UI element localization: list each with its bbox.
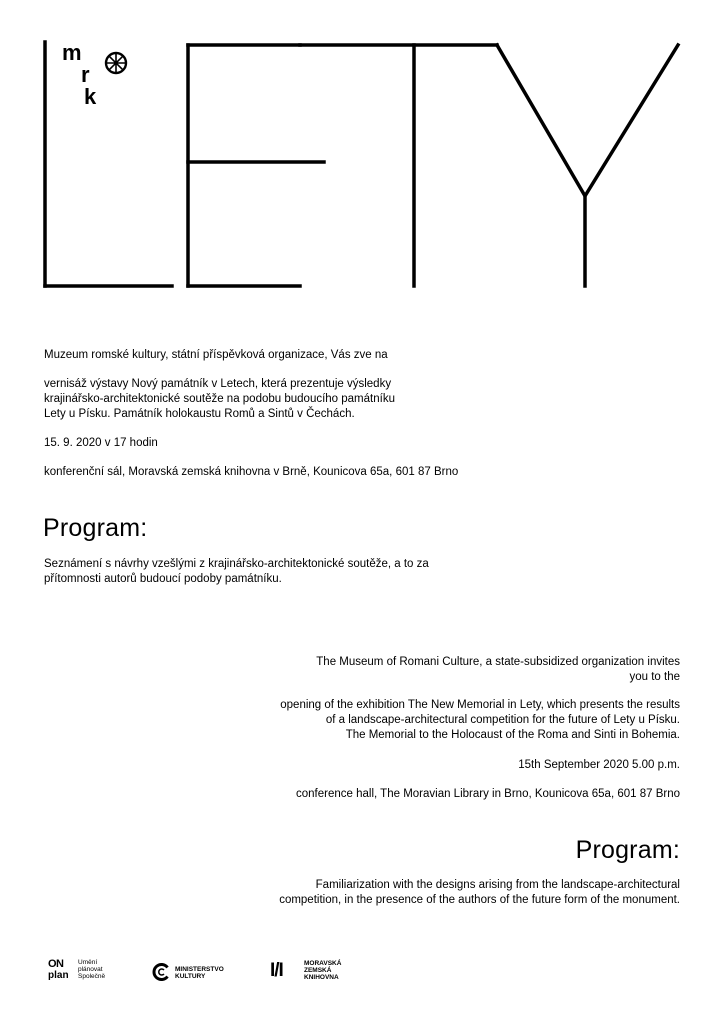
logo-letter-r: r <box>81 62 90 87</box>
cz-description <box>44 377 395 422</box>
ministry-text-line: MINISTERSTVO <box>175 966 224 973</box>
en-place: conference hall, The Moravian Library in Brno, Kounicova 65a, 601 87 Brno <box>296 788 680 800</box>
en-intro-line: you to the <box>629 671 680 683</box>
en-description <box>280 698 680 743</box>
cz-program-heading: Program: <box>43 514 148 542</box>
library-text-line: MORAVSKÁ <box>304 960 342 967</box>
ministry-text <box>175 966 224 980</box>
onplan-text-line: plánovat <box>78 966 103 973</box>
onplan-mark <box>48 959 76 981</box>
onplan-mark-bottom: plan <box>48 970 69 981</box>
library-text-line: ZEMSKÁ <box>304 967 332 974</box>
en-program-text <box>279 878 680 908</box>
logo-letter-k: k <box>84 84 97 109</box>
en-program-heading: Program: <box>575 836 680 864</box>
en-intro-line: The Museum of Romani Culture, a state-subsidized organization invites <box>316 656 680 668</box>
title-letter-e <box>188 45 324 286</box>
cz-date: 15. 9. 2020 v 17 hodin <box>44 437 158 449</box>
lety-title <box>0 0 724 300</box>
library-text-line: KNIHOVNA <box>304 974 339 981</box>
library-text <box>304 960 341 981</box>
en-description-line: opening of the exhibition The New Memorial in Lety, which presents the results <box>280 699 680 711</box>
cz-description-line: Lety u Písku. Památník holokaustu Romů a Sintů v Čechách. <box>44 408 355 420</box>
en-description-line: of a landscape-architectural competition for the future of Lety u Písku. <box>325 714 680 726</box>
cz-program-text <box>44 557 429 587</box>
logo-letter-m: m <box>62 40 82 65</box>
cz-description-line: vernisáž výstavy Nový památník v Letech, která prezentuje výsledky <box>44 378 392 390</box>
onplan-text-line: Společně <box>78 973 106 980</box>
cz-description-line: krajinářsko-architektonické soutěže na podobu budoucího památníku <box>44 393 395 405</box>
cz-program-line: Seznámení s návrhy vzešlými z krajinářsko-architektonické soutěže, a to za <box>44 558 429 570</box>
en-date: 15th September 2020 5.00 p.m. <box>518 759 680 771</box>
title-letter-l <box>45 42 172 286</box>
ministry-text-line: KULTURY <box>175 973 206 980</box>
library-mark: I/I <box>270 960 283 981</box>
en-program-line: Familiarization with the designs arising from the landscape-architectural <box>315 879 680 891</box>
cz-program-line: přítomnosti autorů budoucí podoby památníku. <box>44 573 282 585</box>
cz-intro: Muzeum romské kultury, státní příspěvková organizace, Vás zve na <box>44 349 388 361</box>
en-program-line: competition, in the presence of the authors of the future form of the monument. <box>279 894 680 906</box>
title-letter-y <box>497 45 678 286</box>
cz-place: konferenční sál, Moravská zemská knihovna v Brně, Kounicova 65a, 601 87 Brno <box>44 466 459 478</box>
onplan-text <box>78 959 105 980</box>
title-letter-t <box>300 45 497 286</box>
en-intro <box>316 655 680 685</box>
onplan-mark-top: ON <box>48 958 64 970</box>
onplan-text-line: Umění <box>78 959 98 966</box>
ministry-c-icon <box>152 962 172 982</box>
en-description-line: The Memorial to the Holocaust of the Roma and Sinti in Bohemia. <box>345 729 680 741</box>
